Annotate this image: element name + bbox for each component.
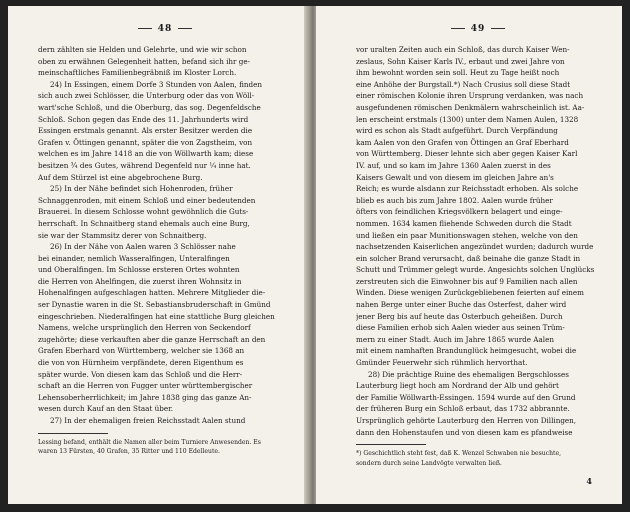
text-line: eingeschrieben. Niederalfingen hat eine stattliche Burg gleichen: [38, 311, 275, 321]
text-line: meinschaftliches Familienbegräbniß im Kloster Lorch.: [38, 68, 237, 78]
text-line: einer römischen Kolonie ihren Ursprung verdanken, was nach: [356, 91, 584, 101]
text-line: Winden. Diese wenigen Zurückgebliebenen feierten auf einem: [356, 288, 584, 298]
text-line: nachsetzenden Kaiserlichen angezündet wurden; dadurch wurde: [356, 242, 594, 252]
right-page: [316, 6, 622, 504]
text-line: zugehörte; diese verkauften aber die ganze Herrschaft an den: [38, 334, 266, 344]
text-line: Namens, welche ursprünglich den Herren von Seckendorf: [38, 323, 251, 333]
left-page-text: [38, 44, 292, 427]
text-line: sich auch zwei Schlösser, die Unterburg oder das von Wöll-: [38, 91, 255, 101]
text-line: Kaisers Gewalt und von diesem im gleichen Jahre an's: [356, 172, 554, 182]
text-line: 25) In der Nähe befindet sich Hohenroden, früher: [50, 184, 233, 194]
text-line: wird es schon als Stadt aufgeführt. Durch Verpfändung: [356, 126, 558, 136]
text-line: von Württemberg. Dieser lehnte sich aber gegen Kaiser Karl: [356, 149, 578, 159]
text-line: wart'sche Schloß, und die Oberburg, das sog. Degenfeldsche: [38, 102, 261, 112]
text-line: und Oberalfingen. Im Schlosse ersteren Ortes wohnten: [38, 265, 240, 275]
footnote-line: Lessing befand, enthält die Namen aller beim Turniere Anwesenden. Es: [38, 438, 261, 446]
text-line: der Familie Wöllwarth-Essingen. 1594 wurde auf den Grund: [356, 392, 576, 402]
text-line: zerstreuten sich die Einwohner bis auf 9 Familien nach allen: [356, 276, 578, 286]
text-line: 28) Die prächtige Ruine des ehemaligen Bergschlosses: [368, 369, 569, 379]
text-line: IV. auf, und so kam im Jahre 1360 Aalen zuerst in des: [356, 160, 551, 170]
text-line: besitzen ¾ des Gutes, während Degenfeld nur ¼ inne hat.: [38, 160, 251, 170]
text-line: wesen durch Kauf an den Staat über.: [38, 404, 174, 414]
text-line: blieb es auch bis zum Jahre 1802. Aalen wurde früher: [356, 195, 553, 205]
text-line: 26) In der Nähe von Aalen waren 3 Schlösser nahe: [50, 242, 236, 252]
text-line: mit einem namhaften Brandunglück heimgesucht, wobei die: [356, 346, 577, 356]
text-line: 24) In Essingen, einem Dorfe 3 Stunden von Aalen, finden: [50, 79, 262, 89]
text-line: Essingen erstmals genannt. Als erster Besitzer werden die: [38, 126, 253, 136]
text-line: später wurde. Von diesen kam das Schloß und die Herr-: [38, 369, 243, 379]
text-line: mern zu einer Stadt. Auch im Jahre 1865 wurde Aalen: [356, 334, 554, 344]
left-page-header: [38, 24, 292, 34]
text-line: Brauerei. In diesem Schlosse wohnt gewöhnlich die Guts-: [38, 207, 249, 217]
text-line: Grafen v. Öttingen genannt, später die von Zagstheim, von: [38, 137, 253, 147]
right-page-header: [356, 24, 600, 34]
footnote-line: waren 13 Fürsten, 40 Grafen, 35 Ritter und 110 Edelleute.: [38, 448, 220, 456]
text-line: Schnaggenroden, mit einem Schloß und einer bedeutenden: [38, 195, 256, 205]
text-line: bei einander, nemlich Wasseralfingen, Unteralfingen: [38, 253, 230, 263]
left-page: [8, 6, 308, 504]
text-line: die Herren von Ahelfingen, die zuerst ihren Wohnsitz in: [38, 276, 242, 286]
text-line: dern zählten sie Helden und Gelehrte, und wie wir schon: [38, 45, 247, 54]
text-line: Schloß. Schon gegen das Ende des 11. Jahrhunderts wird: [38, 114, 249, 124]
text-line: jener Berg bis auf heute das Osterbuch geheißen. Durch: [356, 311, 563, 321]
right-footnote: [356, 449, 600, 468]
text-line: oben zu erwähnen Gelegenheit hatten, befand sich ihr ge-: [38, 56, 251, 66]
text-line: sie war der Stammsitz derer von Schnaitberg.: [38, 230, 207, 240]
text-line: die von von Hürnheim verpfändete, deren Eigenthum es: [38, 358, 244, 368]
text-line: dann den Hohenstaufen und von diesen kam es pfandweise: [356, 427, 573, 437]
right-page-text: [356, 44, 600, 438]
text-line: kam Aalen von den Grafen von Öttingen an Graf Eberhard: [356, 137, 569, 147]
text-line: Ursprünglich gehörte Lauterburg den Herren von Dillingen,: [356, 416, 577, 425]
text-line: Reich; es wurde alsdann zur Reichsstadt erhoben. Als solche: [356, 184, 579, 194]
footnote-line: *) Geschichtlich steht fest, daß K. Wenzel Schwaben nie besuchte,: [356, 450, 562, 458]
text-line: herrschaft. In Schnaitberg stand ehemals auch eine Burg,: [38, 218, 250, 228]
text-line: eine Anhöhe der Burgstall.*) Nach Crusius soll diese Stadt: [356, 79, 571, 89]
left-footnote: [38, 438, 292, 457]
text-line: zeslaus, Sohn Kaiser Karls IV., erbaut und zwei Jahre von: [356, 56, 565, 66]
text-line: und ließen ein paar Munitionswagen stehen, welche von den: [356, 230, 578, 240]
right-page-number: 49: [470, 24, 486, 34]
text-line: ausgefundenen römischen Denkmälern wahrscheinlich ist. Aa-: [356, 102, 585, 112]
footnote-line: sondern durch seine Landvögte verwalten ließ.: [356, 459, 502, 467]
text-line: len erscheint erstmals (1300) unter dem Namen Aulen, 1328: [356, 114, 579, 124]
text-line: ihm bewohnt worden sein soll. Heut zu Tage heißt noch: [356, 68, 560, 78]
text-line: diese Familien erhob sich Aalen wieder aus seinen Trüm-: [356, 323, 565, 333]
text-line: Gmünder Feuerwehr sich rühmlich hervorthat.: [356, 358, 528, 368]
text-line: Hohenalfingen aufgeschlagen hatten. Mehrere Mitglieder die-: [38, 288, 266, 298]
text-line: welchen es im Jahre 1418 an die von Wöllwarth kam; diese: [38, 149, 254, 159]
text-line: Grafen Eberhard von Württemberg, welcher sie 1368 an: [38, 346, 245, 356]
left-footnote-rule: [38, 433, 108, 434]
text-line: vor uralten Zeiten auch ein Schloß, das durch Kaiser Wen-: [356, 45, 570, 54]
text-line: Lauterburg liegt hoch am Nordrand der Alb und gehört: [356, 381, 559, 391]
right-footnote-rule: [356, 444, 426, 445]
text-line: Auf dem Stürzel ist eine abgebrochene Burg.: [38, 172, 203, 182]
text-line: nahen Berge unter einer Buche das Osterfest, daher wird: [356, 300, 567, 310]
text-line: 27) In der ehemaligen freien Reichsstadt Aalen stund: [50, 416, 246, 425]
text-line: ein solcher Brand verursacht, daß beinahe die ganze Stadt in: [356, 253, 581, 263]
signature-mark: 4: [586, 476, 592, 486]
text-line: nommen. 1634 kamen fliehende Schweden durch die Stadt: [356, 218, 572, 228]
text-line: der früheren Burg ein Schloß erbaut, das 1732 abbrannte.: [356, 404, 570, 414]
text-line: ser Dynastie waren in die St. Sebastiansbruderschaft in Gmünd: [38, 300, 271, 310]
left-page-number: 48: [157, 24, 173, 34]
text-line: schaft an die Herren von Fugger unter württembergischer: [38, 381, 253, 391]
text-line: öfters von feindlichen Kriegsvölkern belagert und einge-: [356, 207, 563, 217]
text-line: Lehensoberherrlichkeit; im Jahre 1838 ging das ganze An-: [38, 392, 252, 402]
text-line: Schutt und Trümmer gelegt wurde. Angesichts solchen Unglücks: [356, 265, 595, 275]
